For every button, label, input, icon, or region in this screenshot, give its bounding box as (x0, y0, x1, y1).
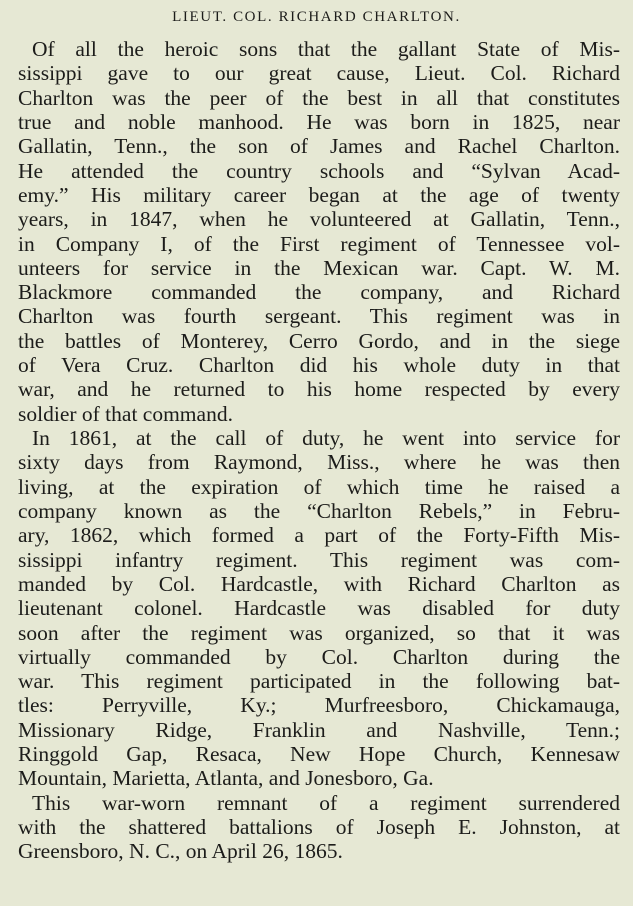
text-line: sissippi infantry regiment. This regiment was com- (18, 547, 620, 572)
text-line: Charlton was fourth sergeant. This regiment was in (18, 304, 620, 329)
text-line: virtually commanded by Col. Charlton during the (18, 644, 620, 669)
text-line: ary, 1862, which formed a part of the Forty-Fifth Mis- (18, 523, 620, 548)
text-line: living, at the expiration of which time he raised a (18, 474, 620, 499)
text-line: war, and he returned to his home respected by every (18, 377, 620, 402)
text-line: Charlton was the peer of the best in all that constitutes (18, 85, 620, 110)
text-line: true and noble manhood. He was born in 1825, near (18, 109, 620, 134)
text-line: tles: Perryville, Ky.; Murfreesboro, Chickamauga, (18, 693, 620, 718)
text-line: sissippi gave to our great cause, Lieut. Col. Richard (18, 61, 620, 86)
text-line: Greensboro, N. C., on April 26, 1865. (18, 839, 343, 864)
page-title: LIEUT. COL. RICHARD CHARLTON. (172, 9, 461, 25)
text-line: soldier of that command. (18, 401, 233, 426)
text-line: Of all the heroic sons that the gallant State of Mis- (32, 37, 620, 61)
article-body (18, 37, 620, 864)
text-line: in Company I, of the First regiment of Tennessee vol- (18, 231, 620, 256)
text-line: years, in 1847, when he volunteered at Gallatin, Tenn., (18, 207, 620, 232)
text-line: soon after the regiment was organized, so that it was (18, 620, 620, 645)
text-line: Gallatin, Tenn., the son of James and Rachel Charlton. (18, 134, 620, 159)
text-line: Blackmore commanded the company, and Richard (18, 280, 620, 305)
text-line: emy.” His military career began at the age of twenty (18, 182, 620, 207)
text-line: Missionary Ridge, Franklin and Nashville, Tenn.; (18, 717, 620, 742)
text-line: He attended the country schools and “Sylvan Acad- (18, 158, 620, 183)
text-line: Ringgold Gap, Resaca, New Hope Church, Kennesaw (18, 742, 620, 767)
text-line: This war-worn remnant of a regiment surrendered (32, 790, 620, 815)
text-line: In 1861, at the call of duty, he went into service for (32, 426, 620, 450)
text-line: of Vera Cruz. Charlton did his whole duty in that (18, 353, 620, 378)
text-line: sixty days from Raymond, Miss., where he was then (18, 450, 620, 475)
text-line: company known as the “Charlton Rebels,” in Febru- (18, 498, 620, 523)
text-line: manded by Col. Hardcastle, with Richard Charlton as (18, 571, 620, 596)
text-line: the battles of Monterey, Cerro Gordo, and in the siege (18, 328, 620, 353)
text-line: lieutenant colonel. Hardcastle was disabled for duty (18, 596, 620, 621)
text-line: unteers for service in the Mexican war. Capt. W. M. (18, 255, 620, 280)
text-line: Mountain, Marietta, Atlanta, and Jonesboro, Ga. (18, 766, 434, 791)
text-line: with the shattered battalions of Joseph E. Johnston, at (18, 815, 620, 839)
text-line: war. This regiment participated in the following bat- (18, 669, 620, 694)
